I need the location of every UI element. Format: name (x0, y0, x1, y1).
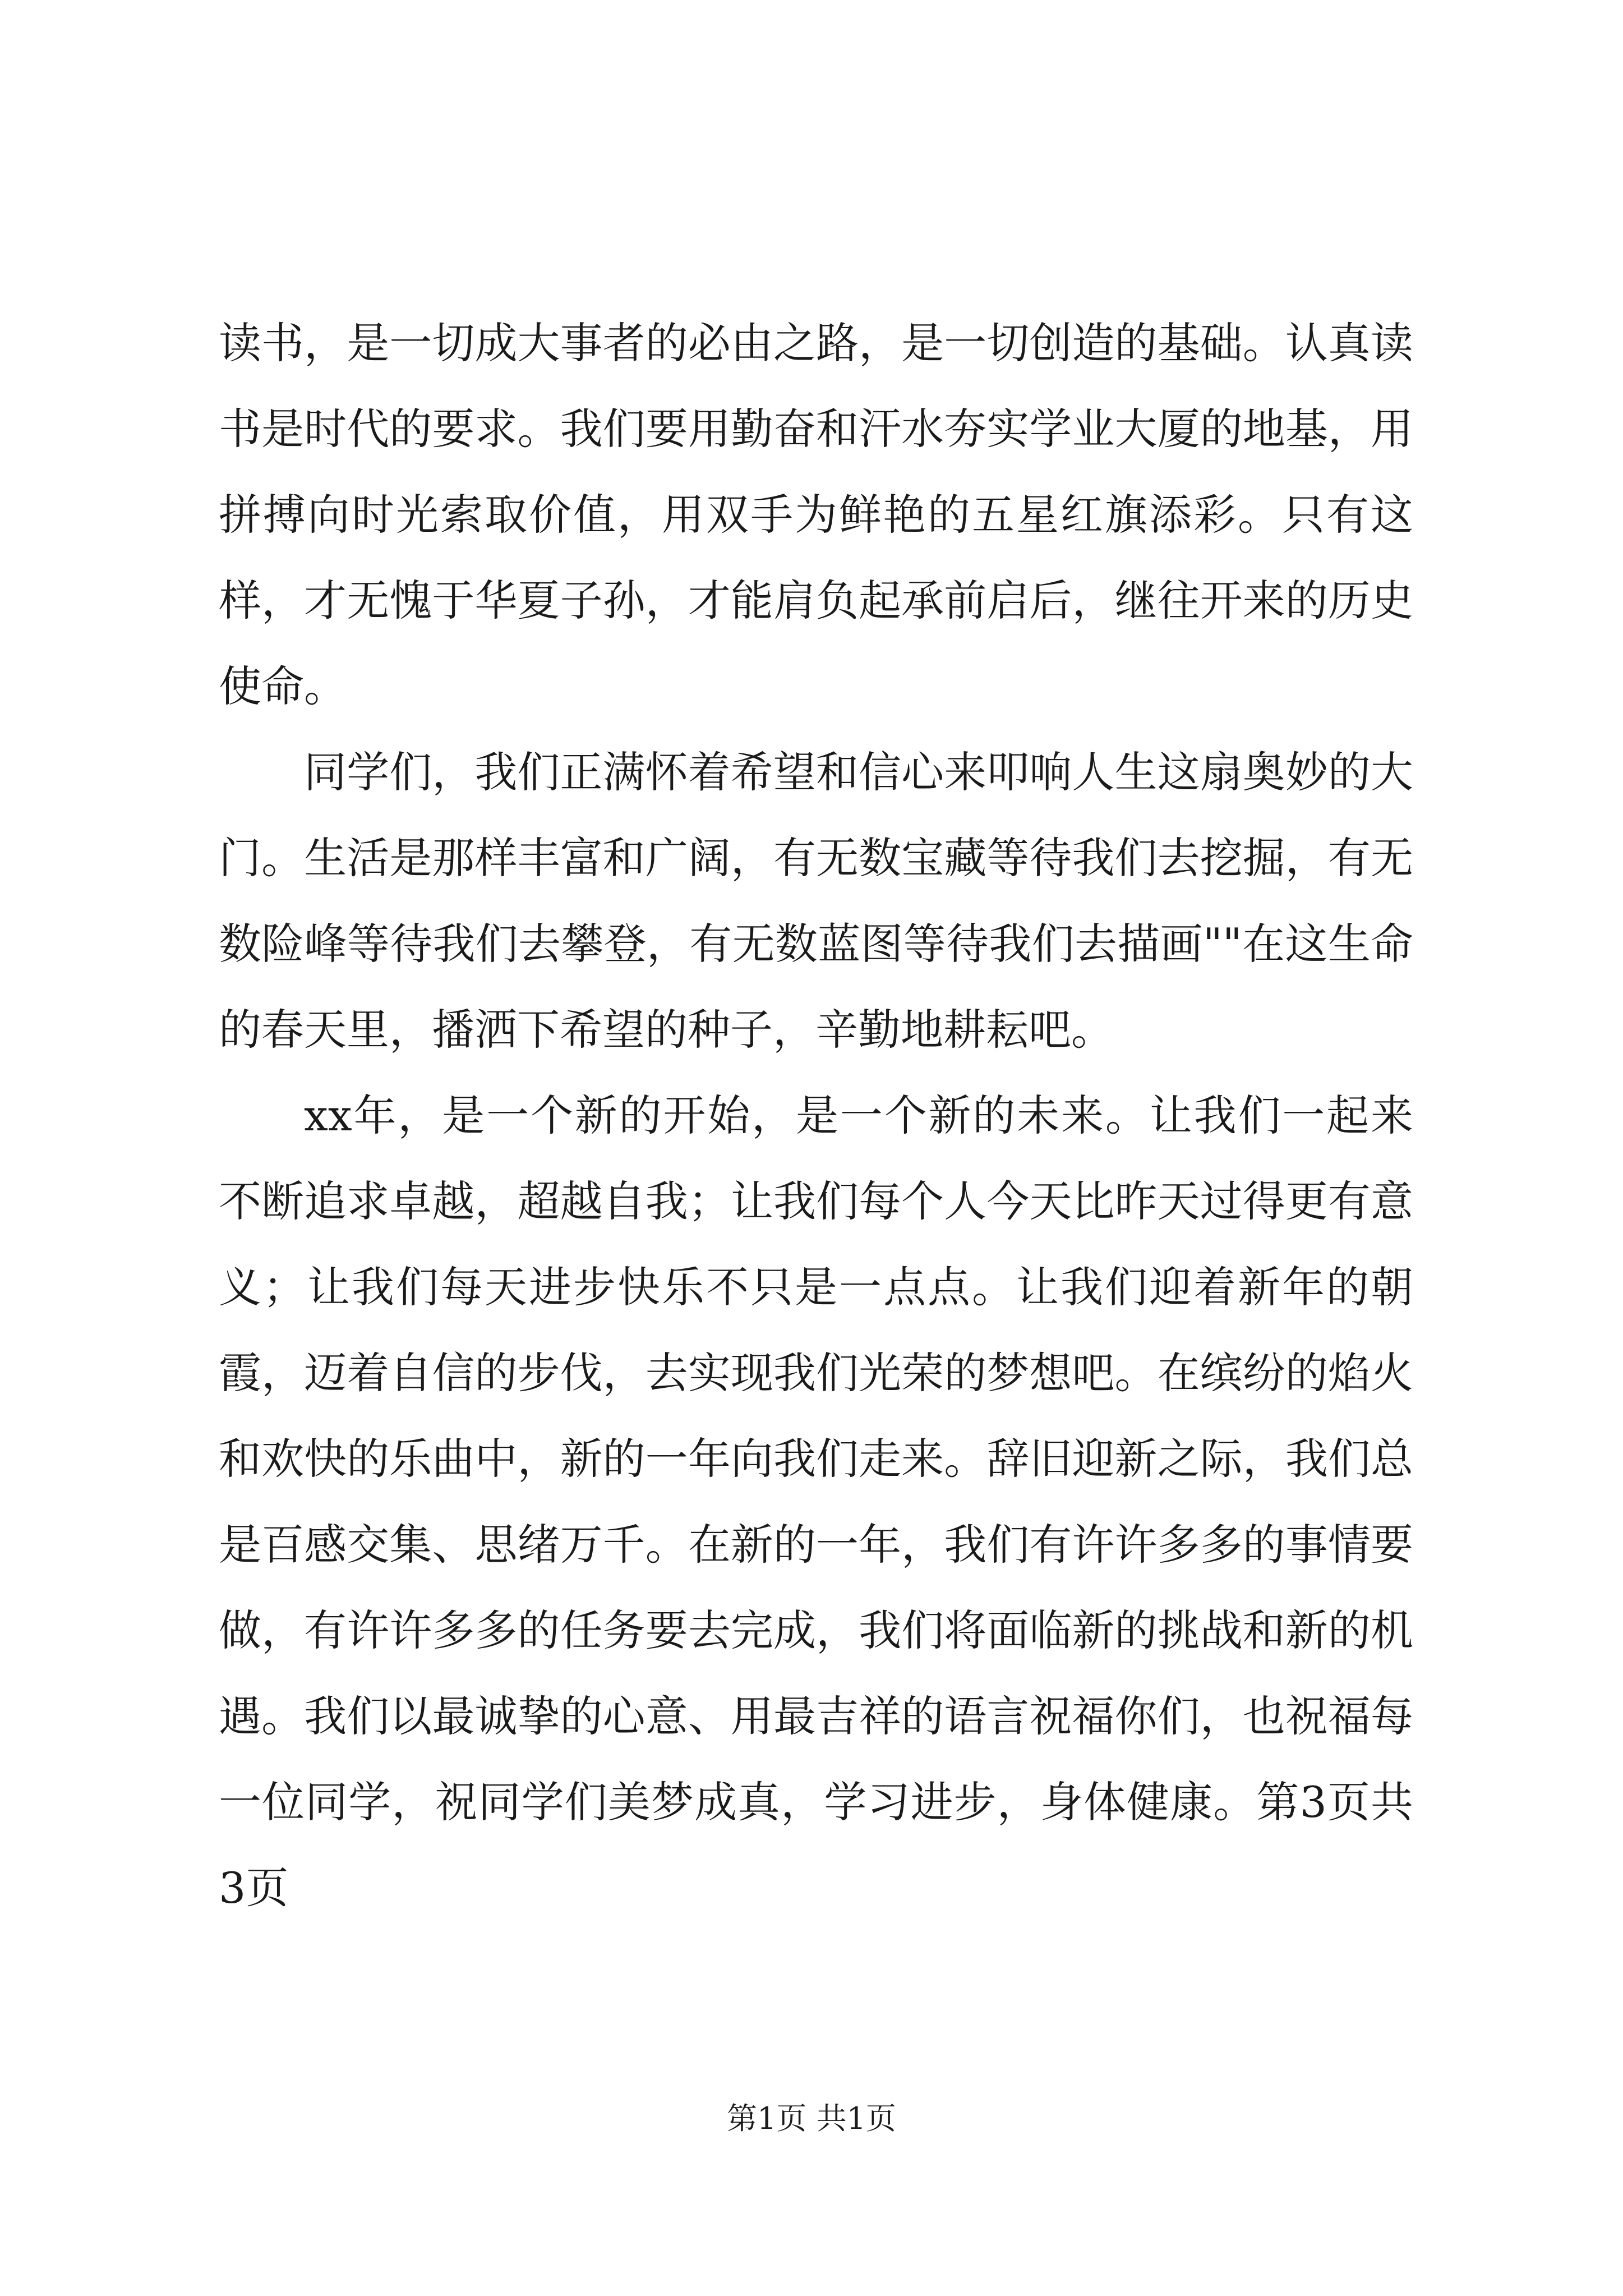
paragraph-1: 读书，是一切成大事者的必由之路，是一切创造的基础。认真读书是时代的要求。我们要用勤奋和汗水夯实学业大厦的地基，用拼搏向时光索取价值，用双手为鲜艳的五星红旗添彩。只有这样，才无愧于华夏子孙，才能肩负起承前启后，继往开来的历史使命。 (219, 318, 1413, 711)
paragraph-3: xx年，是一个新的开始，是一个新的未来。让我们一起来不断追求卓越，超越自我；让我们每个人今天比昨天过得更有意义；让我们每天进步快乐不只是一点点。让我们迎着新年的朝霞，迈着自信的步伐，去实现我们光荣的梦想吧。在缤纷的焰火和欢快的乐曲中，新的一年向我们走来。辞旧迎新之际，我们总是百感交集、思绪万千。在新的一年，我们有许许多多的事情要做，有许许多多的任务要去完成，我们将面临新的挑战和新的机遇。我们以最诚挚的心意、用最吉祥的语言祝福你们，也祝福每一位同学，祝同学们美梦成真，学习进步，身体健康。第3页共3页 (219, 1091, 1413, 1913)
document-body (219, 300, 1413, 1931)
paragraph-2: 同学们，我们正满怀着希望和信心来叩响人生这扇奥妙的大门。生活是那样丰富和广阔，有无数宝藏等待我们去挖掘，有无数险峰等待我们去攀登，有无数蓝图等待我们去描画""在这生命的春天里，播洒下希望的种子，辛勤地耕耘吧。 (219, 747, 1413, 1055)
page-footer: 第1页 共1页 (727, 2101, 896, 2136)
